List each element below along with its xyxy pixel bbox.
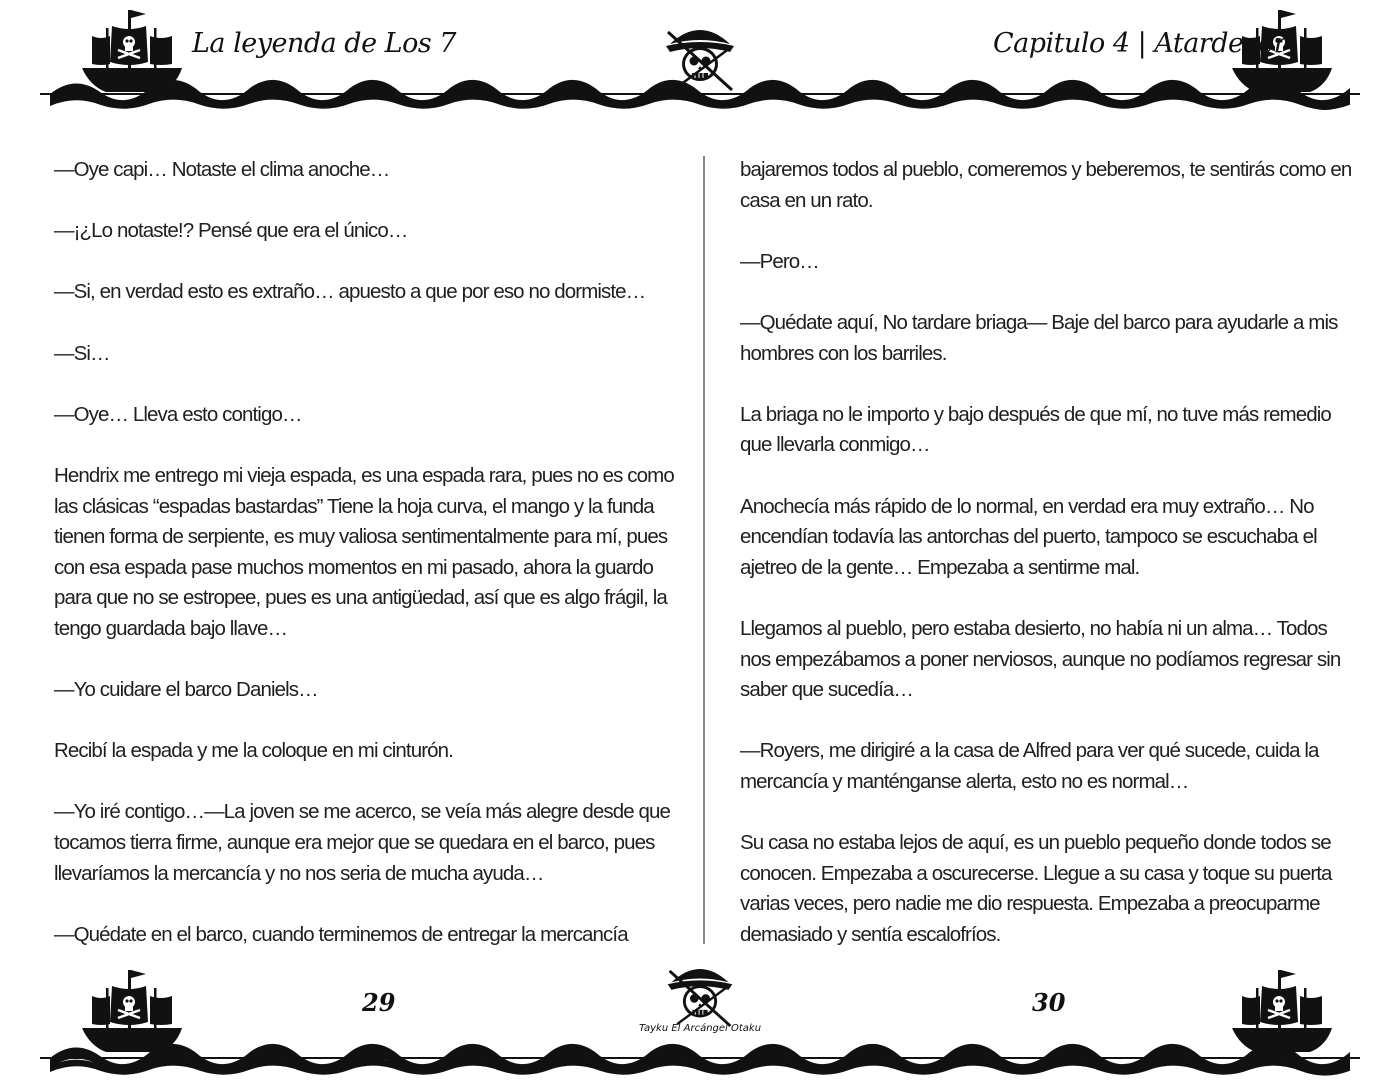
- paragraph: Anochecía más rápido de lo normal, en verdad era muy extraño… No encendían todavía las antorchas del puerto, tampoco se escuchaba el ajetreo de la gente… Empezaba a sentirme mal.: [740, 494, 1317, 579]
- paragraph: —Quédate aquí, No tardare briaga— Baje del barco para ayudarle a mis hombres con los barriles.: [740, 310, 1338, 365]
- paragraph: —Yo cuidare el barco Daniels…: [54, 678, 318, 702]
- paragraph: —Si…: [54, 341, 110, 365]
- pirate-ship-icon: [82, 10, 182, 92]
- footer-band: [0, 958, 1400, 1082]
- book-title: La leyenda de Los 7: [192, 28, 456, 59]
- page-number-left: 29: [362, 988, 396, 1017]
- left-page-text: [54, 155, 679, 950]
- paragraph: —Oye… Lleva esto contigo…: [54, 402, 302, 426]
- footer-wave-border: [0, 958, 1400, 1082]
- paragraph: Llegamos al pueblo, pero estaba desierto, no había ni un alma… Todos nos empezábamos a poner nerviosos, aunque no podíamos regresar sin saber que sucedía…: [740, 616, 1341, 702]
- chapter-title: Capitulo 4 | Atardecer: [993, 28, 1286, 59]
- paragraph: —Quédate en el barco, cuando terminemos de entregar la mercancía: [54, 922, 628, 946]
- paragraph: La briaga no le importo y bajo después de que mí, no tuve más remedio que llevarla conmigo…: [740, 402, 1331, 457]
- page-number-right: 30: [1032, 988, 1066, 1017]
- pirate-skull-icon: [668, 969, 733, 1026]
- pirate-ship-icon: [1232, 970, 1332, 1052]
- paragraph: —Pero…: [740, 249, 819, 273]
- paragraph: —Oye capi… Notaste el clima anoche…: [54, 158, 390, 181]
- right-page-text: [740, 155, 1362, 950]
- page-gutter-divider: [703, 156, 705, 944]
- paragraph: bajaremos todos al pueblo, comeremos y beberemos, te sentirás como en casa en un rato.: [740, 158, 1352, 212]
- paragraph: —¡¿Lo notaste!? Pensé que era el único…: [54, 219, 408, 243]
- paragraph: Hendrix me entrego mi vieja espada, es una espada rara, pues no es como las clásicas “espadas bastardas” Tiene la hoja curva, el mango y la funda tienen forma de serpiente, es muy valiosa sentimentalmente para mí, pues con esa espada pase muchos momentos en mi pasado, ahora la guardo para que no se estropee, pues es una antigüedad, así que es algo frágil, la tengo guardada bajo llave…: [54, 463, 674, 640]
- paragraph: Su casa no estaba lejos de aquí, es un pueblo pequeño donde todos se conocen. Empezaba a oscurecerse. Llegue a su casa y toque su puerta varias veces, pero nadie me dio respuesta. Empezaba a preocuparme demasiado y sentía escalofríos.: [740, 831, 1332, 946]
- paragraph: —Yo iré contigo…—La joven se me acerco, se veía más alegre desde que tocamos tierra firme, aunque era mejor que se quedara en el barco, pues llevaríamos la mercancía y no nos seria de mucha ayuda…: [54, 800, 671, 885]
- author-credit: Tayku El Arcángel Otaku: [638, 1023, 762, 1034]
- paragraph: Recibí la espada y me la coloque en mi cinturón.: [54, 739, 453, 763]
- paragraph: —Royers, me dirigiré a la casa de Alfred para ver qué sucede, cuida la mercancía y manténganse alerta, esto no es normal…: [740, 739, 1319, 793]
- pirate-ship-icon: [82, 970, 182, 1052]
- paragraph: —Si, en verdad esto es extraño… apuesto a que por eso no dormiste…: [54, 280, 646, 304]
- header-band: [0, 0, 1400, 115]
